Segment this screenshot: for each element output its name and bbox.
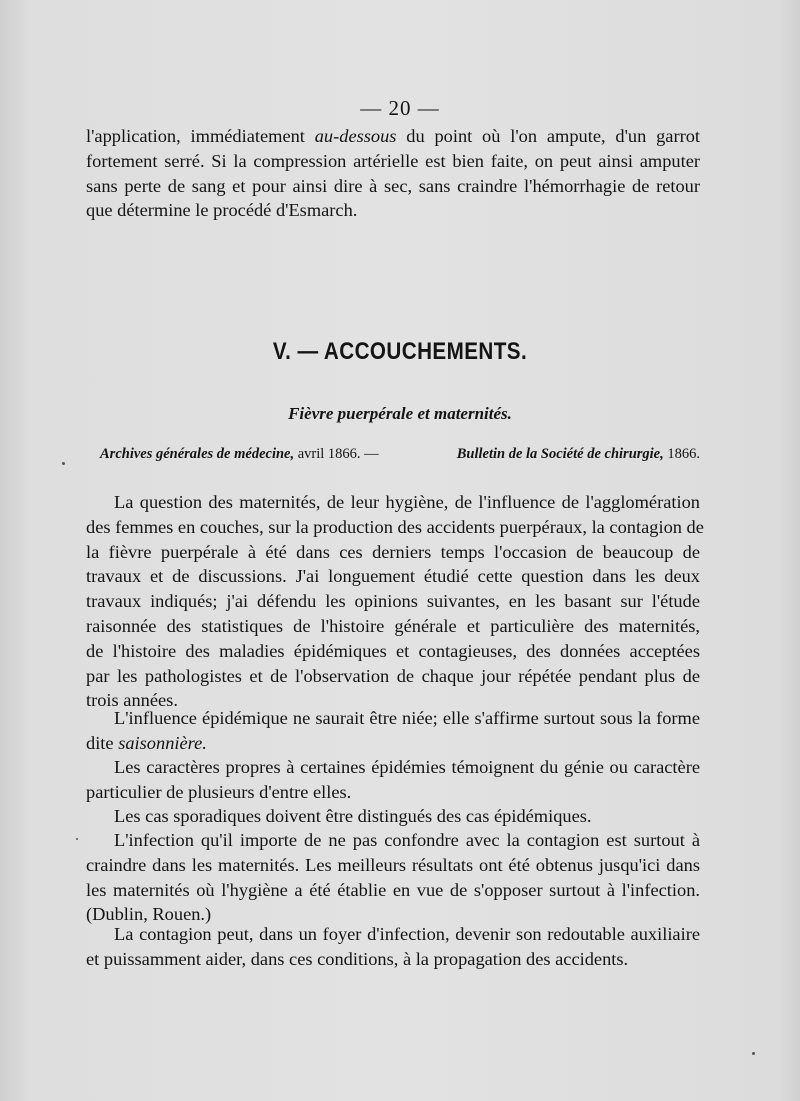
- source-title: Bulletin de la Société de chirurgie,: [456, 446, 664, 462]
- text-line: trois années.: [86, 690, 178, 711]
- text-run: dite: [86, 732, 119, 753]
- text-line: sans perte de sang et pour ainsi dire à sec, sans craindre l'hémorrhagie de retour: [86, 175, 700, 196]
- text-line: fortement serré. Si la compression artérielle est bien faite, on peut ainsi amputer: [86, 150, 700, 171]
- text-line: (Dublin, Rouen.): [86, 904, 212, 925]
- text-line: que détermine le procédé d'Esmarch.: [86, 200, 358, 221]
- source-title: Archives générales de médecine,: [100, 446, 295, 462]
- text-line: des femmes en couches, sur la production des accidents puerpéraux, la contagion de: [86, 516, 704, 537]
- source-date: avril 1866. —: [294, 446, 379, 462]
- paragraph-amputation: [86, 124, 700, 223]
- page-number: — 20 —: [360, 96, 440, 120]
- text-line: Les cas sporadiques doivent être distingués des cas épidémiques.: [114, 806, 592, 826]
- text-line: la fièvre puerpérale à été dans ces derniers temps l'occasion de beaucoup de: [86, 541, 700, 562]
- paragraph-infection: [86, 828, 700, 927]
- section-title: V. — ACCOUCHEMENTS.: [272, 338, 528, 365]
- text-line: de l'histoire des maladies épidémiques et contagieuses, des données acceptées: [86, 640, 700, 661]
- source-bulletin: [457, 446, 700, 463]
- text-line: par les pathologistes et de l'observation de chaque jour répétée pendant plus de: [86, 665, 700, 686]
- text-line: La question des maternités, de leur hygiène, de l'influence de l'agglomération: [114, 492, 700, 512]
- text-run: l'application, immédiatement: [86, 126, 315, 146]
- print-speck: [76, 838, 78, 840]
- text-line: les maternités où l'hygiène a été établie en vue de s'opposer surtout à l'infection.: [86, 879, 700, 900]
- text-line: Les caractères propres à certaines épidémies témoignent du génie ou caractère: [114, 757, 700, 777]
- print-speck: [62, 462, 65, 465]
- print-speck: [752, 1052, 755, 1055]
- text-line: travaux indiqués; j'ai défendu les opinions suivantes, en les basant sur l'étude: [86, 591, 700, 612]
- subtitle: Fièvre puerpérale et maternités.: [288, 404, 512, 423]
- text-line: et puissamment aider, dans ces conditions, à la propagation des accidents.: [86, 948, 629, 969]
- paragraph-influence-epidemique: [86, 706, 700, 756]
- source-date: 1866.: [663, 446, 700, 462]
- italic-term: saisonnière.: [118, 732, 207, 753]
- text-line: particulier de plusieurs d'entre elles.: [86, 781, 352, 802]
- text-line: raisonnée des statistiques de l'histoire générale et particulière des maternités,: [86, 615, 700, 636]
- paragraph-maternites: [86, 490, 704, 713]
- source-references: [100, 446, 700, 463]
- text-line: craindre dans les maternités. Les meilleurs résultats ont été obtenus jusqu'ici dans: [86, 854, 700, 875]
- paragraph-contagion: [86, 922, 700, 972]
- text-line: travaux et de discussions. J'ai longuement étudié cette question dans les deux: [86, 566, 700, 587]
- paragraph-cas-sporadiques: [86, 804, 700, 829]
- text-line: L'influence épidémique ne saurait être niée; elle s'affirme surtout sous la forme: [114, 708, 700, 728]
- text-run: du point où l'on ampute, d'un garrot: [396, 126, 701, 146]
- text-line: [86, 124, 700, 149]
- source-archives: [100, 446, 379, 463]
- italic-term: au-dessous: [314, 126, 397, 146]
- text-line: [86, 731, 700, 756]
- text-line: L'infection qu'il importe de ne pas confondre avec la contagion est surtout à: [114, 830, 700, 850]
- text-line: La contagion peut, dans un foyer d'infection, devenir son redoutable auxiliaire: [114, 924, 700, 944]
- paragraph-caracteres: [86, 755, 700, 805]
